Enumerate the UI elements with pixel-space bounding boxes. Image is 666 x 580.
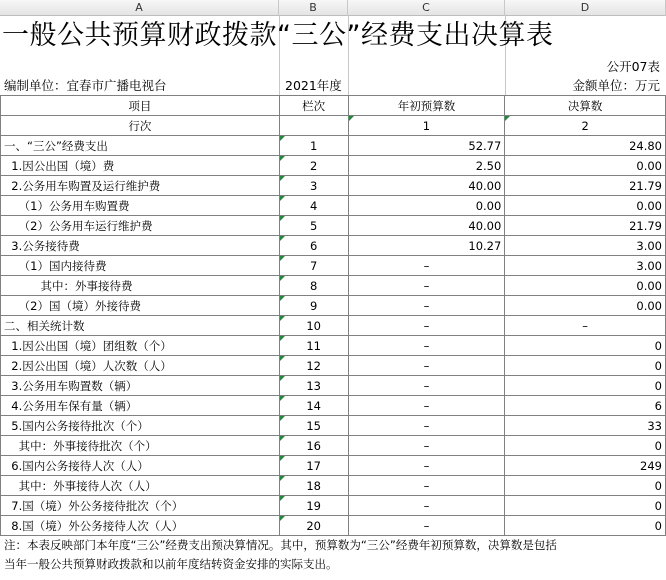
row-index-row	[1, 116, 666, 136]
row-item-cell[interactable]: （2）公务用车运行维护费	[1, 216, 280, 236]
row-final-cell[interactable]: 24.80	[505, 136, 666, 156]
row-final-cell[interactable]: 0	[505, 496, 666, 516]
row-no-cell[interactable]: 16	[279, 436, 348, 456]
row-final-cell[interactable]: 3.00	[505, 256, 666, 276]
row-item-cell[interactable]: 其中：外事接待批次（个）	[1, 436, 280, 456]
column-header-a[interactable]: A	[0, 0, 279, 16]
row-budget-cell[interactable]: –	[348, 436, 505, 456]
row-item-cell[interactable]: 2.因公出国（境）人次数（人）	[1, 356, 280, 376]
row-budget-cell[interactable]: –	[348, 296, 505, 316]
row-item-cell[interactable]: （1）国内接待费	[1, 256, 280, 276]
header-budget[interactable]: 年初预算数	[348, 96, 505, 116]
row-item-cell[interactable]: 3.公务接待费	[1, 236, 280, 256]
row-item-cell[interactable]: （1）公务用车购置费	[1, 196, 280, 216]
row-index-final-no[interactable]: 2	[505, 116, 666, 136]
form-code: 公开07表	[606, 59, 660, 74]
column-header-c[interactable]: C	[348, 0, 505, 16]
row-no-cell[interactable]: 11	[279, 336, 348, 356]
report-title: 一般公共预算财政拨款“三公”经费支出决算表	[2, 20, 554, 51]
row-budget-cell[interactable]: –	[348, 396, 505, 416]
row-no-cell[interactable]: 15	[279, 416, 348, 436]
footnote	[4, 536, 664, 574]
row-item-cell[interactable]: 5.国内公务接待批次（个）	[1, 416, 280, 436]
row-item-cell[interactable]: 1.因公出国（境）团组数（个）	[1, 336, 280, 356]
row-no-cell[interactable]: 6	[279, 236, 348, 256]
row-budget-cell[interactable]: 52.77	[348, 136, 505, 156]
row-budget-cell[interactable]: 2.50	[348, 156, 505, 176]
row-budget-cell[interactable]: 0.00	[348, 196, 505, 216]
row-item-cell[interactable]: 一、“三公”经费支出	[1, 136, 280, 156]
row-index-budget-no[interactable]: 1	[348, 116, 505, 136]
row-final-cell[interactable]: 0.00	[505, 156, 666, 176]
table-row	[1, 176, 666, 196]
row-final-cell[interactable]: 0.00	[505, 276, 666, 296]
row-no-cell[interactable]: 3	[279, 176, 348, 196]
footnote-line-2: 当年一般公共预算财政拨款和以前年度结转资金安排的实际支出。	[4, 557, 338, 571]
row-budget-cell[interactable]: 40.00	[348, 176, 505, 196]
row-budget-cell[interactable]: –	[348, 276, 505, 296]
row-budget-cell[interactable]: –	[348, 316, 505, 336]
table-row	[1, 376, 666, 396]
row-item-cell[interactable]: 其中：外事接待人次（人）	[1, 476, 280, 496]
row-final-cell[interactable]: 0	[505, 476, 666, 496]
row-no-cell[interactable]: 20	[279, 516, 348, 536]
row-budget-cell[interactable]: –	[348, 416, 505, 436]
row-index-label[interactable]: 行次	[1, 116, 280, 136]
row-final-cell[interactable]: 6	[505, 396, 666, 416]
table-row	[1, 516, 666, 536]
expense-table	[0, 95, 666, 536]
row-final-cell[interactable]: 33	[505, 416, 666, 436]
column-header-bar	[0, 0, 666, 16]
table-row	[1, 396, 666, 416]
column-header-d[interactable]: D	[505, 0, 666, 16]
table-row	[1, 336, 666, 356]
table-row	[1, 136, 666, 156]
row-budget-cell[interactable]: –	[348, 336, 505, 356]
row-item-cell[interactable]: （2）国（境）外接待费	[1, 296, 280, 316]
row-final-cell[interactable]: 0.00	[505, 296, 666, 316]
row-item-cell[interactable]: 二、相关统计数	[1, 316, 280, 336]
row-budget-cell[interactable]: –	[348, 516, 505, 536]
row-no-cell[interactable]: 19	[279, 496, 348, 516]
row-final-cell[interactable]: 0	[505, 336, 666, 356]
row-item-cell[interactable]: 4.公务用车保有量（辆）	[1, 396, 280, 416]
row-budget-cell[interactable]: 10.27	[348, 236, 505, 256]
row-no-cell[interactable]: 8	[279, 276, 348, 296]
table-row	[1, 196, 666, 216]
report-year: 2021年度	[285, 78, 342, 93]
row-item-cell[interactable]: 6.国内公务接待人次（人）	[1, 456, 280, 476]
unit-label: 编制单位：宜春市广播电视台	[4, 78, 167, 93]
row-budget-cell[interactable]: –	[348, 376, 505, 396]
row-final-cell[interactable]: 0	[505, 436, 666, 456]
column-header-b[interactable]: B	[279, 0, 348, 16]
table-row	[1, 356, 666, 376]
table-row	[1, 496, 666, 516]
table-row	[1, 236, 666, 256]
header-row	[1, 96, 666, 116]
row-final-cell[interactable]: 3.00	[505, 236, 666, 256]
row-budget-cell[interactable]: –	[348, 476, 505, 496]
table-row	[1, 296, 666, 316]
table-row	[1, 156, 666, 176]
row-no-cell[interactable]: 12	[279, 356, 348, 376]
table-row	[1, 316, 666, 336]
table-row	[1, 276, 666, 296]
row-final-cell[interactable]: 0	[505, 516, 666, 536]
row-item-cell[interactable]: 1.因公出国（境）费	[1, 156, 280, 176]
row-final-cell[interactable]: 0	[505, 356, 666, 376]
row-final-cell[interactable]: 0.00	[505, 196, 666, 216]
footnote-line-1: 注：本表反映部门本年度“三公”经费支出预决算情况。其中，预算数为“三公”经费年初预算数，决算数是包括	[4, 538, 557, 552]
row-no-cell[interactable]: 18	[279, 476, 348, 496]
row-no-cell[interactable]: 13	[279, 376, 348, 396]
row-item-cell[interactable]: 7.国（境）外公务接待批次（个）	[1, 496, 280, 516]
row-budget-cell[interactable]: –	[348, 356, 505, 376]
row-final-cell[interactable]: –	[505, 316, 666, 336]
header-col-no[interactable]: 栏次	[279, 96, 348, 116]
row-final-cell[interactable]: 0	[505, 376, 666, 396]
table-row	[1, 456, 666, 476]
row-no-cell[interactable]: 1	[279, 136, 348, 156]
row-no-cell[interactable]: 10	[279, 316, 348, 336]
row-no-cell[interactable]: 5	[279, 216, 348, 236]
row-budget-cell[interactable]: –	[348, 256, 505, 276]
row-budget-cell[interactable]: 40.00	[348, 216, 505, 236]
row-item-cell[interactable]: 其中：外事接待费	[1, 276, 280, 296]
row-index-empty[interactable]	[279, 116, 348, 136]
header-item[interactable]: 项目	[1, 96, 280, 116]
row-item-cell[interactable]: 8.国（境）外公务接待人次（人）	[1, 516, 280, 536]
row-no-cell[interactable]: 9	[279, 296, 348, 316]
table-row	[1, 416, 666, 436]
row-final-cell[interactable]: 21.79	[505, 176, 666, 196]
row-budget-cell[interactable]: –	[348, 456, 505, 476]
row-final-cell[interactable]: 249	[505, 456, 666, 476]
table-row	[1, 216, 666, 236]
header-final[interactable]: 决算数	[505, 96, 666, 116]
table-row	[1, 436, 666, 456]
row-no-cell[interactable]: 4	[279, 196, 348, 216]
row-no-cell[interactable]: 17	[279, 456, 348, 476]
row-item-cell[interactable]: 3.公务用车购置数（辆）	[1, 376, 280, 396]
row-budget-cell[interactable]: –	[348, 496, 505, 516]
row-final-cell[interactable]: 21.79	[505, 216, 666, 236]
row-no-cell[interactable]: 14	[279, 396, 348, 416]
table-row	[1, 476, 666, 496]
row-no-cell[interactable]: 2	[279, 156, 348, 176]
table-row	[1, 256, 666, 276]
row-item-cell[interactable]: 2.公务用车购置及运行维护费	[1, 176, 280, 196]
row-no-cell[interactable]: 7	[279, 256, 348, 276]
amount-unit: 金额单位：万元	[572, 78, 660, 93]
